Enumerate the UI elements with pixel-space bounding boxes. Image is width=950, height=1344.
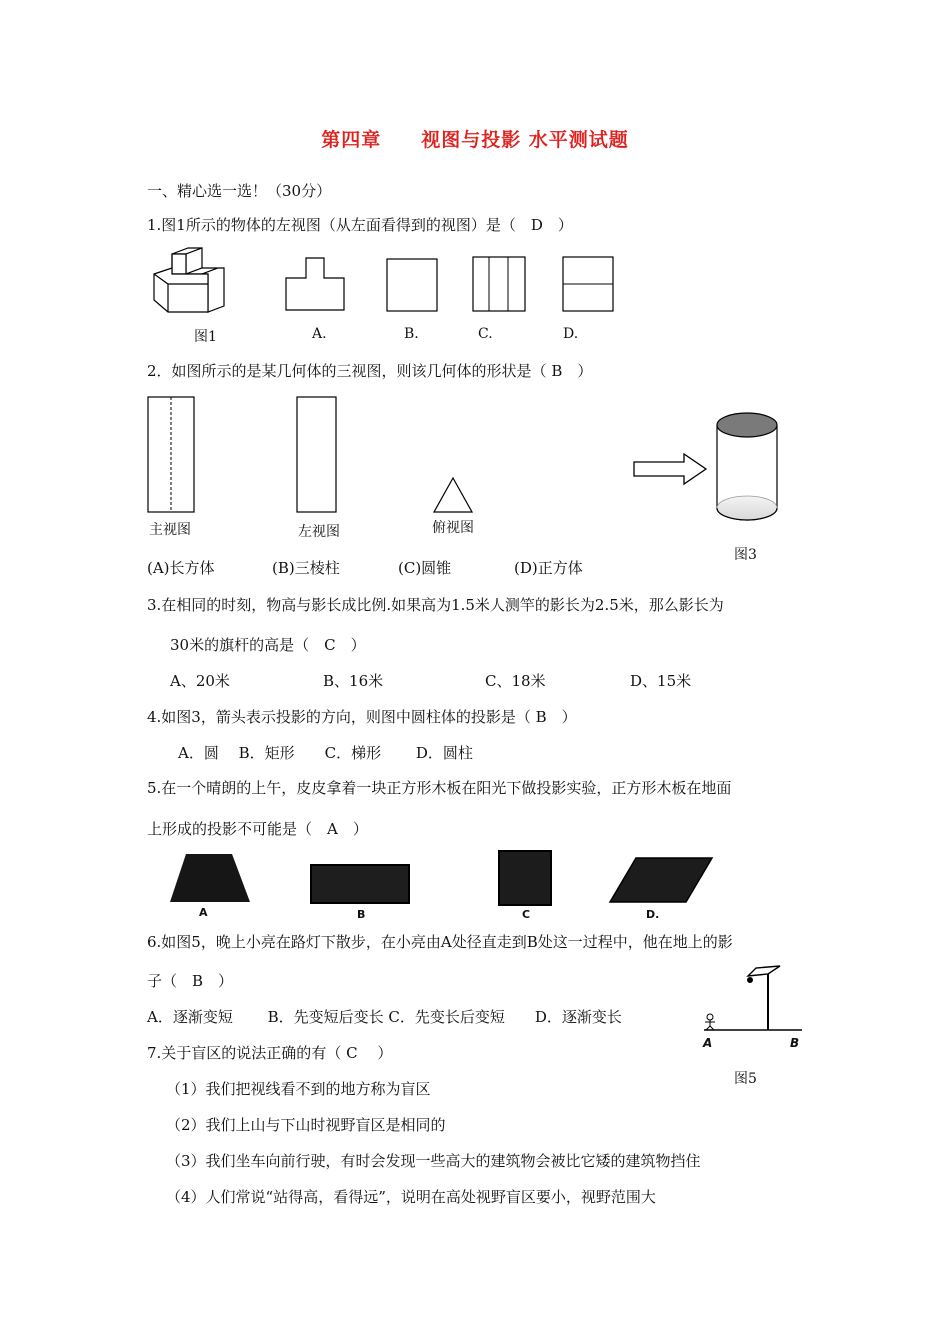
q6-options: A．逐渐变短 B．先变短后变长 C．先变长后变短 D．逐渐变长: [147, 1008, 622, 1026]
side-view: [296, 396, 338, 514]
q7-item-3: （3）我们坐车向前行驶，有时会发现一些高大的建筑物会被比它矮的建筑物挡住: [166, 1152, 701, 1170]
q3-option-a: A、20米: [170, 672, 230, 690]
shadow-trapezoid: [168, 852, 252, 904]
shadow-rectangle: [310, 864, 410, 904]
question-5-line-2: 上形成的投影不可能是（ A ）: [147, 820, 368, 838]
shadow-square: [498, 850, 552, 906]
figure-5-label: 图5: [734, 1071, 757, 1087]
point-a-label: A: [703, 1036, 713, 1050]
question-6-line-1: 6.如图5，晚上小亮在路灯下散步，在小亮由A处径直走到B处这一过程中，他在地上的影: [147, 933, 733, 951]
q2-option-c: (C)圆锥: [398, 559, 452, 577]
question-3-line-1: 3.在相同的时刻，物高与影长成比例.如果高为1.5米人测竿的影长为2.5米，那么影长为: [147, 596, 724, 614]
q3-option-d: D、15米: [630, 672, 692, 690]
option-d-shape: [562, 256, 614, 312]
shape-label-c: C: [522, 908, 531, 921]
q7-item-2: （2）我们上山与下山时视野盲区是相同的: [166, 1116, 446, 1134]
point-b-label: B: [790, 1036, 800, 1050]
q3-option-b: B、16米: [323, 672, 384, 690]
question-1: 1.图1所示的物体的左视图（从左面看得到的视图）是（ D ）: [147, 216, 573, 234]
question-6-line-2: 子（ B ）: [147, 972, 234, 990]
option-b-label: B.: [404, 326, 419, 342]
q2-option-b: (B)三棱柱: [272, 559, 340, 577]
projection-arrow: [632, 452, 708, 486]
cylinder-figure: [714, 410, 780, 524]
q7-item-4: （4）人们常说“站得高，看得远”，说明在高处视野盲区要小，视野范围大: [166, 1188, 656, 1206]
side-view-label: 左视图: [298, 524, 340, 540]
q7-item-1: （1）我们把视线看不到的地方称为盲区: [166, 1080, 431, 1098]
option-b-shape: [386, 258, 438, 312]
option-d-label: D.: [563, 326, 579, 342]
option-a-label: A.: [312, 326, 327, 342]
q3-option-c: C、18米: [485, 672, 546, 690]
q4-options: A．圆 B．矩形 C．梯形 D．圆柱: [178, 744, 473, 762]
option-c-label: C.: [478, 326, 493, 342]
shape-label-a: A: [199, 906, 208, 919]
question-4: 4.如图3，箭头表示投影的方向，则图中圆柱体的投影是（ B ）: [147, 708, 577, 726]
question-2: 2．如图所示的是某几何体的三视图，则该几何体的形状是（ B ）: [147, 362, 593, 380]
front-view: [147, 396, 197, 514]
question-5-line-1: 5.在一个晴朗的上午，皮皮拿着一块正方形木板在阳光下做投影实验，正方形木板在地面: [147, 779, 732, 797]
shadow-parallelogram: [608, 856, 714, 904]
top-view-label: 俯视图: [432, 520, 474, 536]
page-title: 第四章 视图与投影 水平测试题: [321, 129, 629, 151]
option-c-shape: [472, 256, 526, 312]
shape-label-d: D.: [646, 908, 660, 921]
front-view-label: 主视图: [149, 522, 191, 538]
q2-option-d: (D)正方体: [514, 559, 583, 577]
shape-label-b: B: [357, 908, 366, 921]
question-3-line-2: 30米的旗杆的高是（ C ）: [170, 636, 366, 654]
question-7: 7.关于盲区的说法正确的有（ C ）: [147, 1044, 393, 1062]
figure-1-solid: [150, 244, 230, 316]
top-view: [432, 476, 474, 514]
section-heading: 一、精心选一选！（30分）: [147, 182, 332, 200]
figure-5-streetlight: [700, 962, 808, 1040]
q2-option-a: (A)长方体: [147, 559, 215, 577]
figure-3-label: 图3: [734, 547, 757, 563]
figure-1-label: 图1: [194, 329, 217, 345]
option-a-shape: [284, 256, 346, 312]
